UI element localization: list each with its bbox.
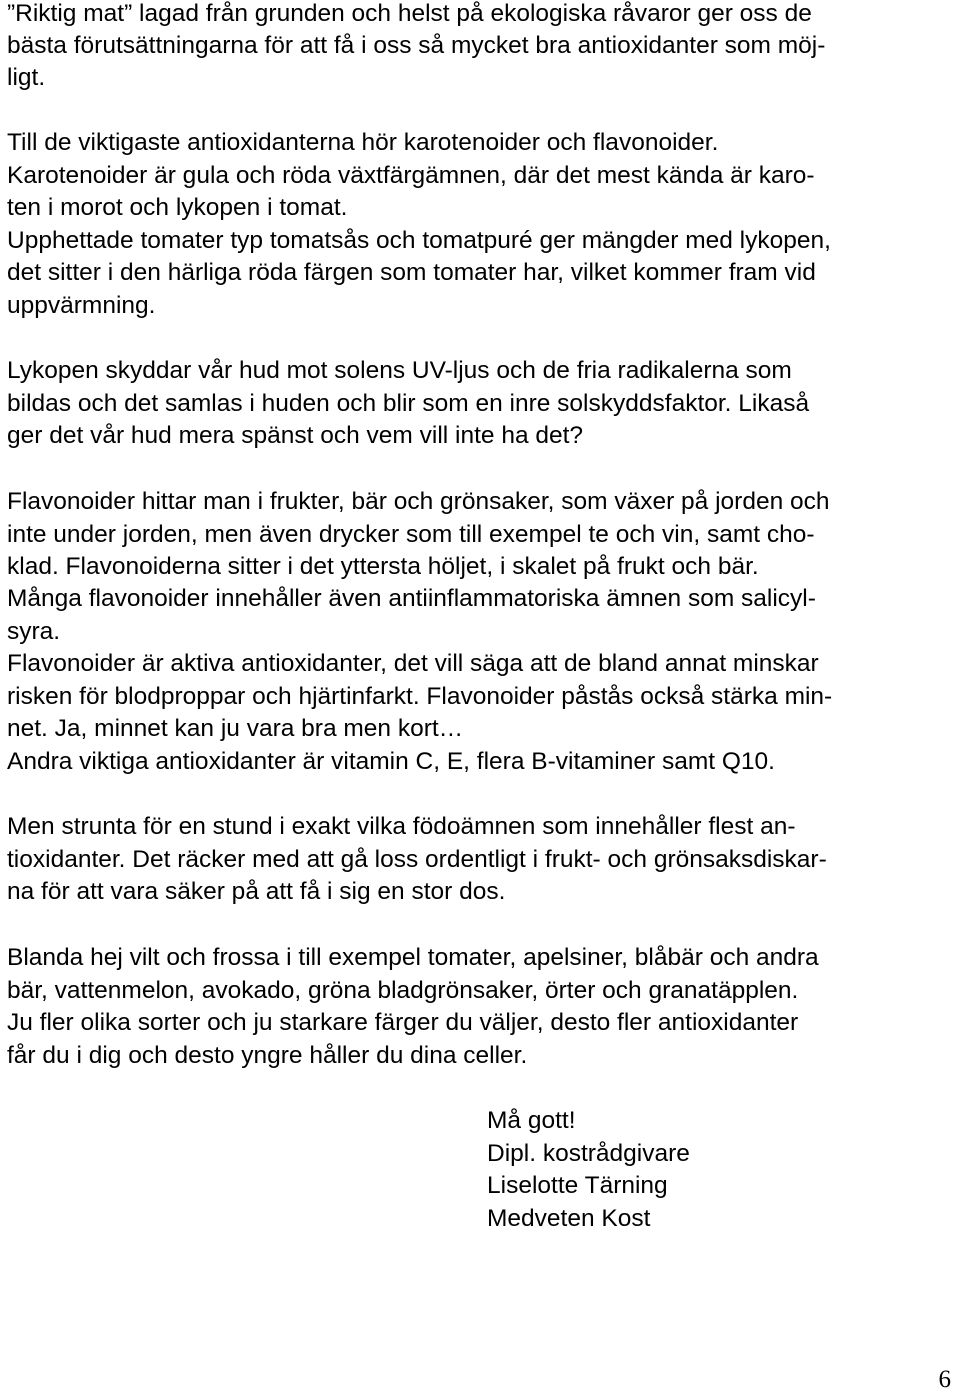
text-line: inte under jorden, men även drycker som till exempel te och vin, samt cho-	[7, 521, 815, 548]
text-line: Andra viktiga antioxidanter är vitamin C, E, flera B-vitaminer samt Q10.	[7, 748, 775, 775]
text-line: får du i dig och desto yngre håller du dina celler.	[7, 1042, 528, 1069]
text-line: Många flavonoider innehåller även antiinflammatoriska ämnen som salicyl-	[7, 585, 816, 612]
text-line: Flavonoider hittar man i frukter, bär och grönsaker, som växer på jorden och	[7, 488, 830, 515]
text-line: ligt.	[7, 64, 46, 91]
text-line: syra.	[7, 618, 61, 645]
text-line: Men strunta för en stund i exakt vilka födoämnen som innehåller flest an-	[7, 813, 796, 840]
text-line: Till de viktigaste antioxidanterna hör karotenoider och flavonoider.	[7, 129, 719, 156]
text-line: bär, vattenmelon, avokado, gröna bladgrönsaker, örter och granatäpplen.	[7, 977, 799, 1004]
signature-name: Liselotte Tärning	[487, 1172, 668, 1199]
text-line: tioxidanter. Det räcker med att gå loss ordentligt i frukt- och grönsaksdiskar-	[7, 846, 827, 873]
text-line: ger det vår hud mera spänst och vem vill inte ha det?	[7, 422, 584, 449]
text-line: Karotenoider är gula och röda växtfärgämnen, där det mest kända är karo-	[7, 162, 815, 189]
page-number: 6	[938, 1366, 951, 1393]
text-line: klad. Flavonoiderna sitter i det yttersta höljet, i skalet på frukt och bär.	[7, 553, 759, 580]
text-line: Upphettade tomater typ tomatsås och tomatpuré ger mängder med lykopen,	[7, 227, 831, 254]
text-line: na för att vara säker på att få i sig en stor dos.	[7, 878, 506, 905]
signature-greeting: Må gott!	[487, 1107, 576, 1134]
text-line: risken för blodproppar och hjärtinfarkt. Flavonoider påstås också stärka min-	[7, 683, 833, 710]
text-line: bildas och det samlas i huden och blir som en inre solskyddsfaktor. Likaså	[7, 390, 810, 417]
text-line: Flavonoider är aktiva antioxidanter, det vill säga att de bland annat minskar	[7, 650, 819, 677]
text-line: Ju fler olika sorter och ju starkare färger du väljer, desto fler antioxidanter	[7, 1009, 799, 1036]
text-line: Lykopen skyddar vår hud mot solens UV-ljus och de fria radikalerna som	[7, 357, 792, 384]
text-line: det sitter i den härliga röda färgen som tomater har, vilket kommer fram vid	[7, 259, 816, 286]
text-line: ”Riktig mat” lagad från grunden och helst på ekologiska råvaror ger oss de	[7, 0, 812, 27]
signature-company: Medveten Kost	[487, 1205, 651, 1232]
text-line: Blanda hej vilt och frossa i till exempel tomater, apelsiner, blåbär och andra	[7, 944, 819, 971]
text-line: net. Ja, minnet kan ju vara bra men kort…	[7, 715, 464, 742]
signature-title: Dipl. kostrådgivare	[487, 1140, 690, 1167]
text-line: uppvärmning.	[7, 292, 156, 319]
text-line: ten i morot och lykopen i tomat.	[7, 194, 348, 221]
text-line: bästa förutsättningarna för att få i oss så mycket bra antioxidanter som möj-	[7, 32, 826, 59]
